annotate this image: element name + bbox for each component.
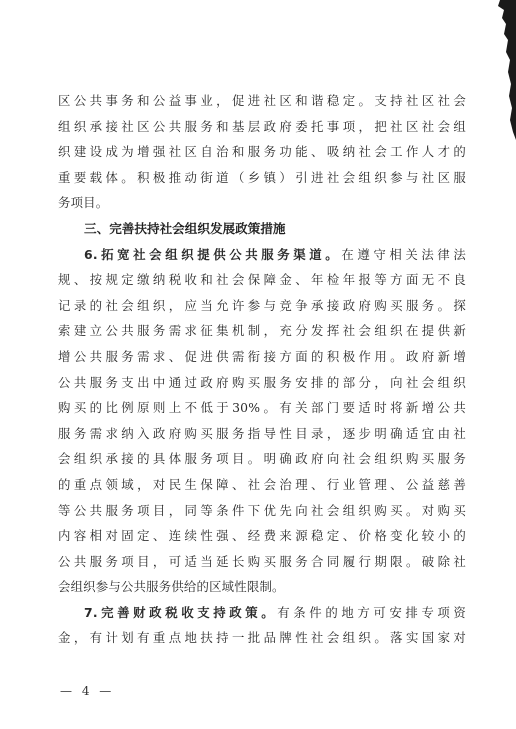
- paragraph-7-first-line: [58, 600, 466, 626]
- text-line: 的重点领域，对民生保障、社会治理、行业管理、公益慈善: [58, 476, 466, 492]
- scan-edge-mark: [490, 0, 516, 140]
- paragraph-7-text: 有条件的地方可安排专项资: [277, 604, 466, 620]
- text-line: 组织承接社区公共服务和基层政府委托事项，把社区社会组: [58, 118, 466, 134]
- text-line: 会组织参与公共服务供给的区域性限制。: [58, 579, 285, 595]
- text-line: 记录的社会组织，应当允许参与竞争承接政府购买服务。探: [58, 297, 466, 313]
- text-line: 公共服务项目，可适当延长购买服务合同履行期限。破除社: [58, 553, 466, 569]
- text-line: 增公共服务需求、促进供需衔接方面的积极作用。政府新增: [58, 348, 466, 364]
- page-number: — 4 —: [60, 684, 115, 698]
- text-line: 会组织承接的具体服务项目。明确政府向社会组织购买服务: [58, 451, 466, 467]
- text-line: 服务需求纳入政府购买服务指导性目录，逐步明确适宜由社: [58, 425, 466, 441]
- text-line: 规、按规定缴纳税收和社会保障金、年检年报等方面无不良: [58, 272, 466, 288]
- text-line: 重要载体。积极推动街道（乡镇）引进社会组织参与社区服: [58, 169, 466, 185]
- paragraph-6-title: 6.拓宽社会组织提供公共服务渠道。: [84, 246, 342, 262]
- text-line: 织建设成为增强社区自治和服务功能、吸纳社会工作人才的: [58, 144, 466, 160]
- text-line: 等公共服务项目，同等条件下优先向社会组织购买。对购买: [58, 502, 466, 518]
- text-line: 购买的比例原则上不低于30%。有关部门要适时将新增公共: [58, 400, 466, 416]
- text-line: 公共服务支出中通过政府购买服务安排的部分，向社会组织: [58, 374, 466, 390]
- text-line: 索建立公共服务需求征集机制，充分发挥社会组织在提供新: [58, 323, 466, 339]
- text-line: 内容相对固定、连续性强、经费来源稳定、价格变化较小的: [58, 528, 466, 544]
- paragraph-6-text: 在遵守相关法律法: [341, 246, 466, 262]
- text-line: 区公共事务和公益事业，促进社区和谐稳定。支持社区社会: [58, 93, 466, 108]
- text-line: 务项目。: [58, 195, 109, 211]
- text-line: 金，有计划有重点地扶持一批品牌性社会组织。落实国家对: [58, 630, 466, 646]
- paragraph-6-first-line: [58, 242, 466, 268]
- paragraph-7-title: 7.完善财政税收支持政策。: [84, 604, 278, 620]
- body-text: [58, 88, 466, 651]
- section-heading-3: 三、完善扶持社会组织发展政策措施: [84, 220, 286, 236]
